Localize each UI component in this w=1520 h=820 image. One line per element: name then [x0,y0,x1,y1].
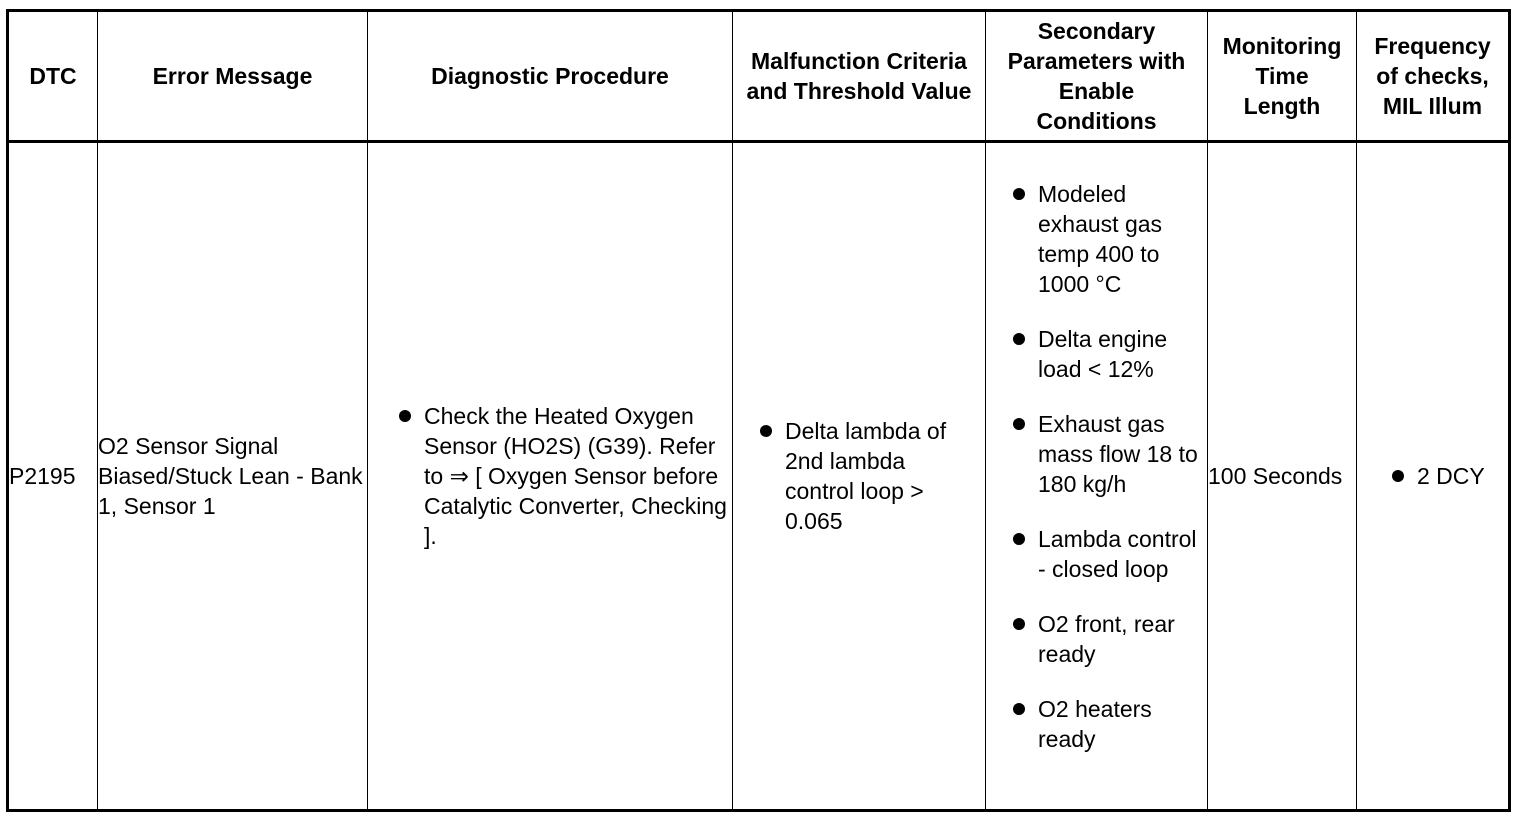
list-item-text: Modeled exhaust gas temp 400 to 1000 °C [1038,181,1163,297]
header-row [8,11,1510,142]
header-malfunction-criteria: Malfunction Criteria and Threshold Value [733,11,986,142]
list-item [1385,461,1508,491]
list-item-text: Lambda control - closed loop [1038,526,1197,582]
bullet-icon [760,425,772,437]
header-dtc: DTC [8,11,98,142]
list-item [1006,179,1199,299]
header-diagnostic-procedure: Diagnostic Procedure [368,11,733,142]
list-item [1006,609,1199,669]
list-item-text: O2 heaters ready [1038,696,1152,752]
cell-malfunction-criteria [733,142,986,811]
bullet-icon [1013,418,1025,430]
malfunction-criteria-list [733,416,985,536]
cell-dtc-code: P2195 [8,142,98,811]
list-item [1006,324,1199,384]
list-item-text: 2 DCY [1417,463,1485,489]
list-item [753,416,975,536]
list-item [1006,409,1199,499]
header-secondary-parameters: Secondary Parameters with Enable Conditions [986,11,1208,142]
dtc-table [6,9,1511,812]
bullet-icon [1013,188,1025,200]
header-monitoring-time: Monitoring Time Length [1208,11,1357,142]
list-item-text: Exhaust gas mass flow 18 to 180 kg/h [1038,411,1198,497]
diagnostic-procedure-list [368,401,732,551]
bullet-icon [1013,703,1025,715]
table-row [8,142,1510,811]
bullet-icon [1013,333,1025,345]
bullet-icon [399,410,411,422]
bullet-icon [1013,618,1025,630]
bullet-icon [1013,533,1025,545]
list-item-text: O2 front, rear ready [1038,611,1175,667]
list-item-text: Delta lambda of 2nd lambda control loop > 0.065 [785,418,947,534]
cell-secondary-parameters [986,142,1208,811]
list-item [392,401,732,551]
frequency-list [1357,461,1508,491]
cell-diagnostic-procedure [368,142,733,811]
cell-error-message: O2 Sensor Signal Biased/Stuck Lean - Bank 1, Sensor 1 [98,142,368,811]
cell-monitoring-time: 100 Seconds [1208,142,1357,811]
cell-frequency [1357,142,1510,811]
header-frequency: Frequency of checks, MIL Illum [1357,11,1510,142]
secondary-parameters-list [986,173,1207,754]
header-error-message: Error Message [98,11,368,142]
list-item-text: Delta engine load < 12% [1038,326,1168,382]
list-item [1006,524,1199,584]
list-item-text: Check the Heated Oxygen Sensor (HO2S) (G39). Refer to ⇒ [ Oxygen Sensor before Catalytic Converter, Checking ]. [424,403,727,549]
list-item [1006,694,1199,754]
bullet-icon [1392,470,1404,482]
